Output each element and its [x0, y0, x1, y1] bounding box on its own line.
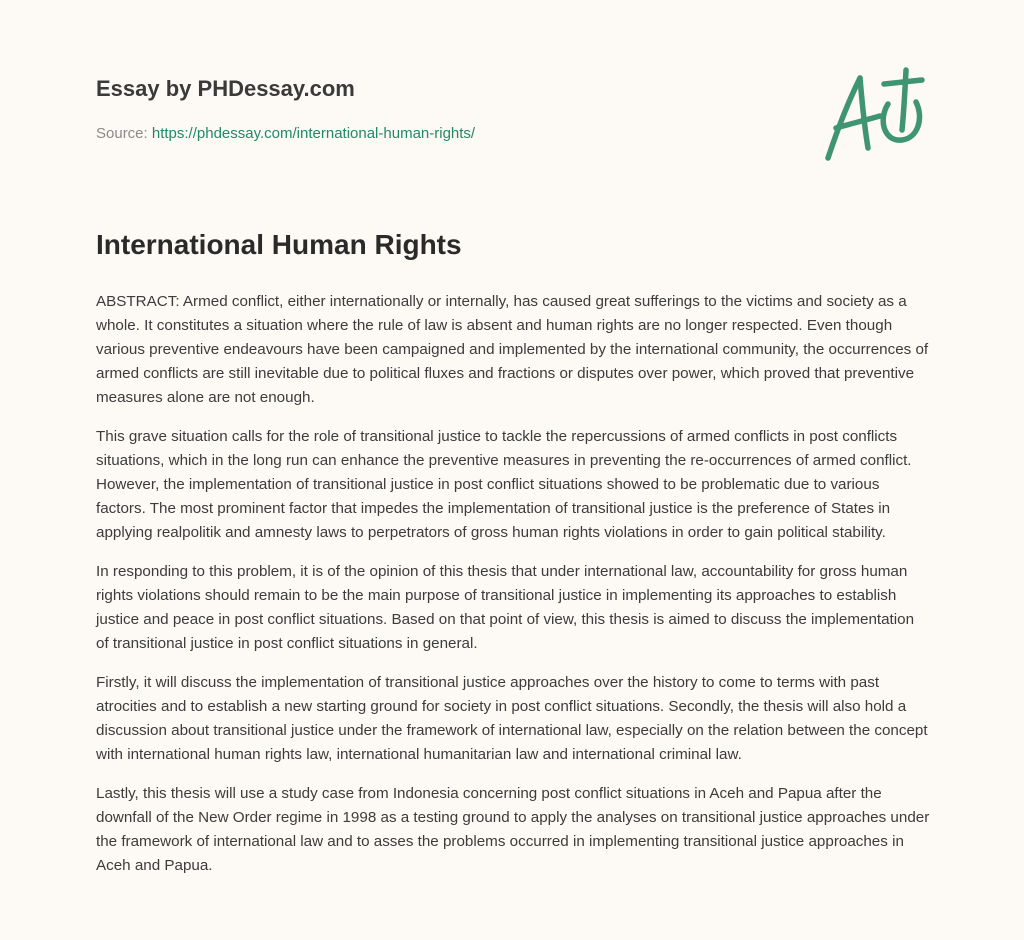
source-link[interactable]: https://phdessay.com/international-human-rights/: [151, 125, 476, 142]
paragraph: ABSTRACT: Armed conflict, either internationally or internally, has caused great sufferings to the victims and society as a whole. It constitutes a situation where the rule of law is absent and human rights are no longer respected. Even though various preventive endeavours have been campaigned and implemented by the international community, the occurrences of armed conflicts are still inevitable due to political fluxes and fractions or disputes over power, which proved that preventive measures alone are not enough.: [96, 293, 929, 406]
page-header: [96, 74, 936, 144]
brand-title: Essay by PHDessay.com: [96, 76, 355, 101]
source-line: [96, 124, 936, 144]
page-title: International Human Rights: [96, 229, 462, 260]
a-plus-grade-icon: [818, 66, 930, 166]
paragraph: Firstly, it will discuss the implementation of transitional justice approaches over the history to come to terms with past atrocities and to establish a new starting ground for society in post conflict situations. Secondly, the thesis will also hold a discussion about transitional justice under the framework of international law, especially on the relation between the concept with international human rights law, international humanitarian law and international criminal law.: [96, 674, 928, 763]
paragraph: This grave situation calls for the role of transitional justice to tackle the repercussions of armed conflicts in post conflicts situations, which in the long run can enhance the preventive measures in preventing the re-occurrences of armed conflict. However, the implementation of transitional justice in post conflict situations showed to be problematic due to various factors. The most prominent factor that impedes the implementation of transitional justice is the preference of States in applying realpolitik and amnesty laws to perpetrators of gross human rights violations in order to gain political stability.: [96, 428, 912, 541]
paragraph: In responding to this problem, it is of the opinion of this thesis that under international law, accountability for gross human rights violations should remain to be the main purpose of transitional justice in implementing its approaches to establish justice and peace in post conflict situations. Based on that point of view, this thesis is aimed to discuss the implementation of transitional justice in post conflict situations in general.: [96, 563, 915, 652]
paragraph: Lastly, this thesis will use a study case from Indonesia concerning post conflict situations in Aceh and Papua after the downfall of the New Order regime in 1998 as a testing ground to apply the analyses on transitional justice approaches under the framework of international law and to asses the problems occurred in implementing transitional justice approaches in Aceh and Papua.: [96, 785, 930, 874]
source-label: Source:: [96, 125, 148, 142]
article: [96, 226, 930, 893]
